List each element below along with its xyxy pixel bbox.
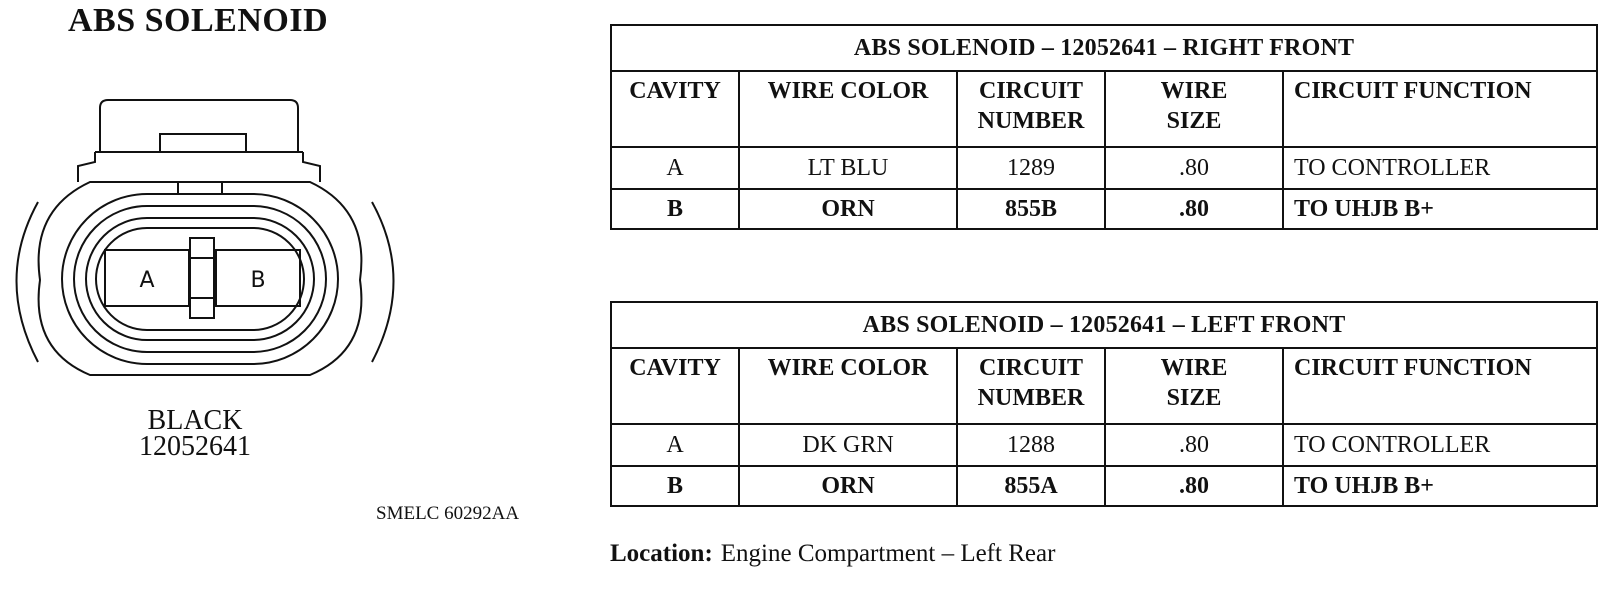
table-caption: ABS SOLENOID – 12052641 – LEFT FRONT [611, 302, 1597, 348]
cell-wire-size: .80 [1105, 466, 1283, 506]
connector-color: BLACK [147, 405, 243, 436]
cell-wire-size: .80 [1105, 147, 1283, 189]
header-circuit-line2: NUMBER [977, 108, 1085, 134]
table-row [611, 147, 1597, 189]
cell-circuit-number: 855B [957, 189, 1105, 229]
header-wire-line1: WIRE [1160, 78, 1228, 104]
connector-part-number: 12052641 [139, 431, 251, 462]
latch-slot [160, 134, 246, 152]
seal-ring-inner [96, 228, 304, 330]
cell-wire-color: ORN [739, 189, 957, 229]
cell-wire-color: DK GRN [739, 424, 957, 466]
table-caption: ABS SOLENOID – 12052641 – RIGHT FRONT [611, 25, 1597, 71]
cell-circuit-function: TO UHJB B+ [1283, 189, 1597, 229]
header-circuit-line1: CIRCUIT [978, 355, 1083, 381]
connector-caption [100, 405, 290, 462]
cell-cavity: B [611, 466, 739, 506]
cell-circuit-number: 1289 [957, 147, 1105, 189]
table-row [611, 424, 1597, 466]
location-note [610, 540, 1055, 568]
location-label: Location: [610, 540, 713, 567]
page-title: ABS SOLENOID [68, 2, 329, 39]
header-wire-size [1105, 348, 1283, 424]
header-wire-size [1105, 71, 1283, 147]
cell-cavity: A [611, 424, 739, 466]
connector-latch [100, 100, 298, 152]
cell-wire-size: .80 [1105, 424, 1283, 466]
connector-diagram [0, 90, 410, 390]
header-circuit-number [957, 348, 1105, 424]
cell-wire-color: ORN [739, 466, 957, 506]
cell-cavity: A [611, 147, 739, 189]
header-cavity: CAVITY [611, 71, 739, 147]
cavity-a-label: A [139, 268, 155, 293]
table-row [611, 189, 1597, 229]
header-wire-color: WIRE COLOR [739, 71, 957, 147]
cell-circuit-function: TO CONTROLLER [1283, 147, 1597, 189]
header-cavity: CAVITY [611, 348, 739, 424]
left-wing [17, 202, 39, 362]
center-key [190, 238, 214, 318]
cell-circuit-number: 1288 [957, 424, 1105, 466]
cell-cavity: B [611, 189, 739, 229]
cell-wire-color: LT BLU [739, 147, 957, 189]
location-value: Engine Compartment – Left Rear [720, 540, 1056, 567]
header-circuit-number [957, 71, 1105, 147]
header-wire-color: WIRE COLOR [739, 348, 957, 424]
cell-circuit-function: TO UHJB B+ [1283, 466, 1597, 506]
right-wing [372, 202, 394, 362]
header-circuit-function: CIRCUIT FUNCTION [1283, 71, 1597, 147]
header-circuit-line1: CIRCUIT [978, 78, 1083, 104]
left-front-table [610, 301, 1598, 507]
header-circuit-function: CIRCUIT FUNCTION [1283, 348, 1597, 424]
header-circuit-line2: NUMBER [977, 385, 1085, 411]
table-row [611, 466, 1597, 506]
cavity-b-label: B [250, 268, 266, 293]
cell-circuit-function: TO CONTROLLER [1283, 424, 1597, 466]
right-front-table [610, 24, 1598, 230]
header-wire-line2: SIZE [1166, 108, 1222, 134]
figure-code: SMELC 60292AA [376, 503, 520, 524]
cell-circuit-number: 855A [957, 466, 1105, 506]
cell-wire-size: .80 [1105, 189, 1283, 229]
header-wire-line2: SIZE [1166, 385, 1222, 411]
header-wire-line1: WIRE [1160, 355, 1228, 381]
